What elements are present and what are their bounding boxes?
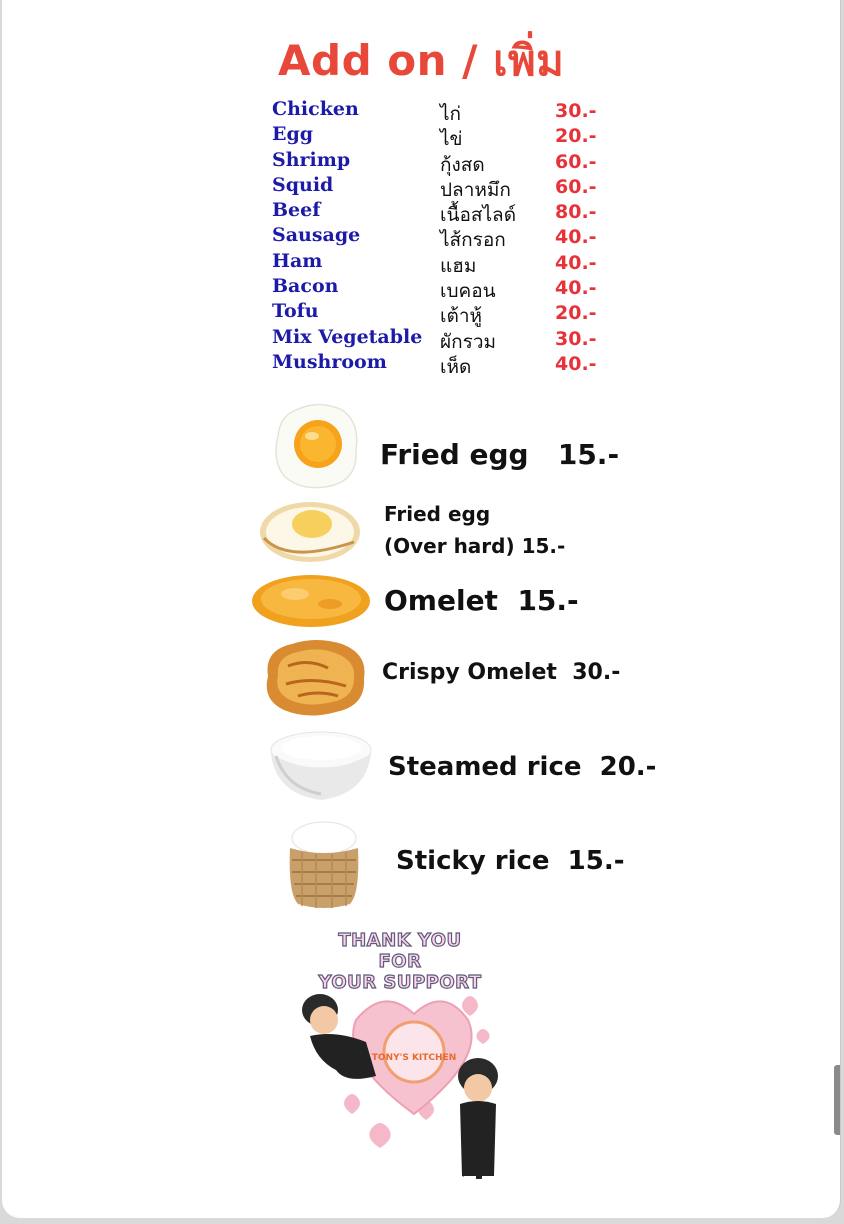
addon-english: Chicken — [272, 98, 359, 120]
addon-price: 40.- — [555, 352, 597, 375]
addon-price: 40.- — [555, 251, 597, 274]
logo-text: TONY'S KITCHEN — [371, 1053, 457, 1063]
addon-english: Mix Vegetable — [272, 325, 423, 348]
addon-thai: ปลาหมึก — [440, 178, 511, 201]
addon-row — [272, 250, 612, 275]
addon-price: 40.- — [555, 277, 597, 300]
mascot-illustration — [296, 980, 516, 1190]
addon-thai: กุ้งสด — [440, 153, 485, 176]
addon-row — [272, 275, 612, 303]
steamed-rice-label: Steamed rice 20.- — [388, 752, 657, 782]
addon-row — [272, 98, 612, 123]
omelet-label: Omelet 15.- — [384, 584, 579, 617]
addon-price: 80.- — [555, 201, 597, 224]
addon-price: 30.- — [555, 327, 597, 350]
over-hard-label-line2: (Over hard) 15.- — [384, 534, 566, 558]
omelet-image — [250, 572, 372, 630]
addon-thai: ไข่ — [440, 128, 463, 151]
addon-thai: เห็ด — [440, 355, 472, 378]
addon-english: Tofu — [272, 300, 319, 323]
addon-english: Sausage — [272, 224, 361, 247]
addon-row — [272, 300, 612, 328]
thank-you-line2: YOUR SUPPORT — [318, 972, 482, 993]
addon-row — [272, 351, 612, 376]
crispy-omelet-image — [258, 636, 372, 718]
addon-price: 40.- — [555, 226, 597, 249]
addon-row — [272, 123, 612, 151]
menu-page — [2, 0, 841, 1218]
over-hard-label-line1: Fried egg — [384, 502, 491, 526]
addon-price: 30.- — [555, 100, 597, 122]
addon-english: Squid — [272, 173, 334, 196]
addon-price: 20.- — [555, 302, 597, 325]
addon-price: 60.- — [555, 150, 597, 173]
crispy-omelet-label: Crispy Omelet 30.- — [382, 660, 621, 685]
addon-thai: เต้าหู้ — [440, 305, 483, 328]
sticky-rice-label: Sticky rice 15.- — [396, 846, 625, 876]
addon-price: 20.- — [555, 125, 597, 148]
over-hard-egg-image — [258, 498, 362, 566]
addon-row — [272, 199, 612, 227]
steamed-rice-image — [266, 728, 376, 804]
addon-list — [272, 98, 612, 376]
scrollbar[interactable] — [834, 1065, 840, 1135]
addon-english: Egg — [272, 123, 314, 146]
thank-you-line1: THANK YOU FOR — [338, 930, 462, 972]
addon-english: Ham — [272, 249, 323, 272]
addon-english: Shrimp — [272, 148, 351, 171]
addon-row — [272, 174, 612, 199]
addon-row — [272, 224, 612, 252]
addon-thai: ผักรวม — [440, 330, 497, 353]
addon-thai: ไก่ — [440, 103, 462, 125]
fried-egg-image — [272, 400, 362, 492]
sticky-rice-image — [282, 814, 366, 910]
addon-english: Bacon — [272, 275, 339, 298]
fried-egg-label: Fried egg 15.- — [380, 438, 620, 471]
addon-english: Beef — [272, 199, 321, 222]
addon-thai: เนื้อสไลด์ — [440, 204, 517, 227]
addon-price: 60.- — [555, 175, 597, 198]
addon-row — [272, 149, 612, 174]
addon-row — [272, 326, 612, 351]
addon-thai: เบคอน — [440, 280, 496, 303]
addon-thai: แฮม — [440, 254, 477, 277]
addon-english: Mushroom — [272, 350, 387, 373]
page-title: Add on / เพิ่ม — [278, 36, 565, 85]
addon-thai: ไส้กรอก — [440, 229, 506, 252]
